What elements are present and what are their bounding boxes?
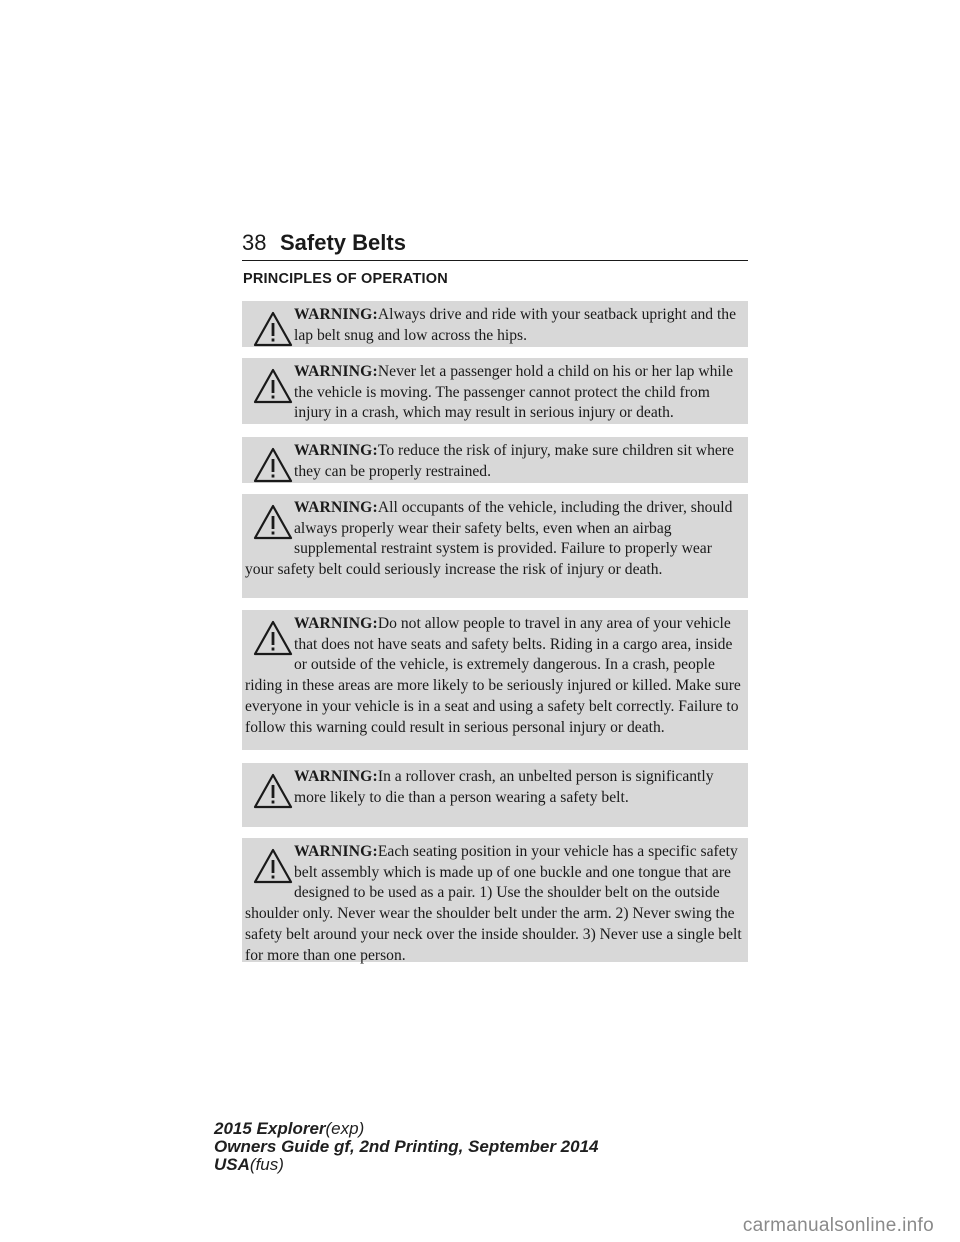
warning-text (245, 614, 744, 738)
warning-body: Never let a passenger hold a child on his or her lap while the vehicle is moving. The passenger cannot protect the child from injury in a crash, which may result in serious injury or death. (294, 363, 733, 422)
warning-label: WARNING: (294, 363, 378, 380)
footer-model: 2015 Explorer (214, 1119, 326, 1138)
warning-box (242, 838, 748, 962)
warning-triangle-icon (252, 366, 294, 406)
warning-triangle-icon (252, 445, 294, 485)
footer-line-model (214, 1120, 598, 1138)
warning-triangle-icon (252, 771, 294, 811)
warning-triangle-icon (252, 309, 294, 349)
warning-triangle-icon (252, 846, 294, 886)
warning-triangle-icon (252, 618, 294, 658)
watermark: carmanualsonline.info (742, 1215, 934, 1236)
warning-label: WARNING: (294, 768, 378, 785)
warning-box (242, 610, 748, 750)
page-number: 38 (242, 230, 267, 255)
section-heading: PRINCIPLES OF OPERATION (243, 271, 448, 287)
warning-label: WARNING: (294, 499, 378, 516)
warning-label: WARNING: (294, 306, 378, 323)
warning-body: Each seating position in your vehicle has a specific safety belt assembly which is made up of one buckle and one tongue that are designed to be used as a pair. 1) Use the shoulder belt on the outside shoulder only. Never wear the shoulder belt under the arm. 2) Never swing the safety belt around your neck over the inside shoulder. 3) Never use a single belt for more than one person. (245, 843, 742, 964)
warning-box (242, 301, 748, 347)
footer-model-code: (exp) (325, 1119, 365, 1138)
warning-text (245, 362, 744, 424)
warning-triangle-icon (252, 502, 294, 542)
warning-box (242, 358, 748, 424)
warning-body: Do not allow people to travel in any area of your vehicle that does not have seats and safety belts. Riding in a cargo area, inside or outside of the vehicle, is extremely dangerous. In a crash, people riding in these areas are more likely to be seriously injured or killed. Make sure everyone in your vehicle is in a seat and using a safety belt correctly. Failure to follow this warning could result in serious personal injury or death. (245, 615, 741, 736)
chapter-title: Safety Belts (280, 230, 406, 255)
footer-market-code: (fus) (249, 1155, 284, 1174)
warning-box (242, 763, 748, 827)
warning-body: In a rollover crash, an unbelted person is significantly more likely to die than a person wearing a safety belt. (294, 768, 714, 806)
warning-box (242, 494, 748, 598)
warning-text (245, 498, 744, 581)
warning-text (245, 767, 744, 808)
footer-line-market (214, 1156, 598, 1174)
footer-market: USA (214, 1155, 250, 1174)
warning-body: All occupants of the vehicle, including the driver, should always properly wear their safety belts, even when an airbag supplemental restraint system is provided. Failure to properly wear your safety belt could seriously increase the risk of injury or death. (245, 499, 733, 579)
warning-text (245, 842, 744, 966)
warning-box (242, 437, 748, 483)
page-header (242, 228, 748, 261)
warning-label: WARNING: (294, 442, 378, 459)
document-footer (214, 1120, 598, 1174)
warning-text (245, 441, 744, 482)
warning-body: To reduce the risk of injury, make sure children sit where they can be properly restrained. (294, 442, 734, 480)
warning-text (245, 305, 744, 346)
warning-body: Always drive and ride with your seatback upright and the lap belt snug and low across the hips. (294, 306, 737, 344)
warning-label: WARNING: (294, 843, 378, 860)
warning-label: WARNING: (294, 615, 378, 632)
footer-guide-info: Owners Guide gf, 2nd Printing, September 2014 (214, 1137, 599, 1156)
